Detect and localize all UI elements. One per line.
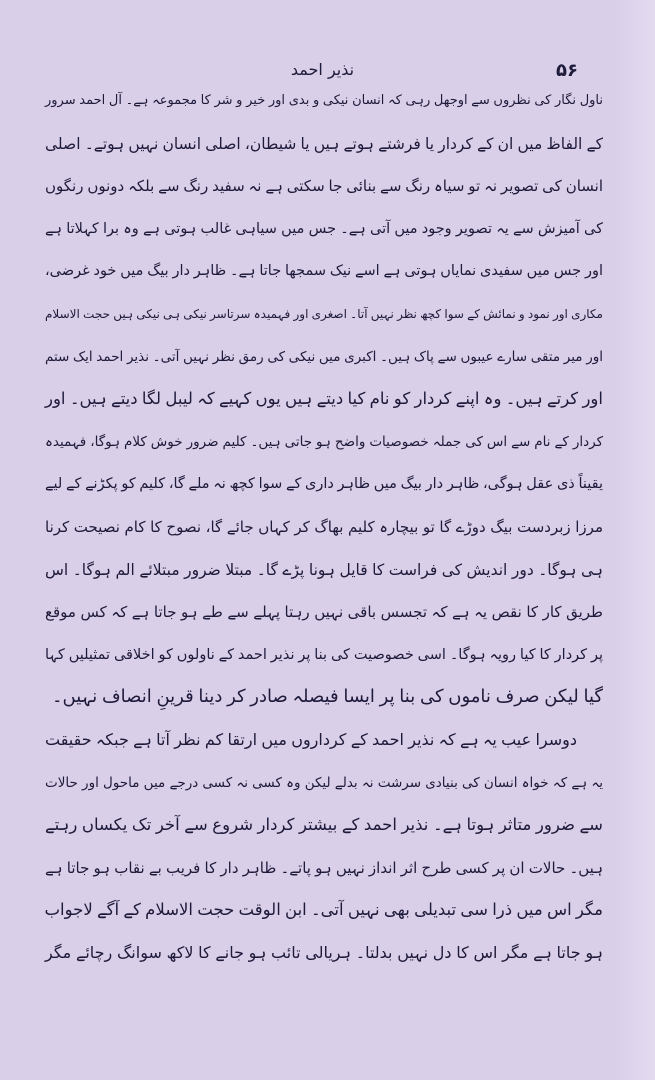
text-line: اور کرتے ہیں۔ وہ اپنے کردار کو نام کیا دیتے ہیں یوں کہیے کہ لیبل لگا دیتے ہیں۔ اور [45, 389, 603, 409]
text-line: طریق کار کا نقص یہ ہے کہ تجسس باقی نہیں رہتا پہلے سے طے ہو جاتا ہے کہ کس موقع [45, 603, 603, 622]
text-line: مرزا زبردست بیگ دوڑے گا تو بیچارہ کلیم بھاگ کر کہاں جائے گا، نصوح کا کام نصیحت کرنا [45, 517, 603, 536]
paragraph-2 [45, 719, 603, 975]
text-line: کے الفاظ میں ان کے کردار یا فرشتے ہوتے ہیں یا شیطان، اصلی انسان نہیں ہوتے۔ اصلی [45, 134, 603, 153]
text-line: کی آمیزش سے یہ تصویر وجود میں آتی ہے۔ جس میں سیاہی غالب ہوتی ہے وہ برا کہلاتا ہے [45, 220, 603, 237]
text-line: مگر اس میں ذرا سی تبدیلی بھی نہیں آتی۔ ابن الوقت حجت الاسلام کے آگے لاجواب [44, 900, 603, 920]
text-line: اور میر متقی سارے عیبوں سے پاک ہیں۔ اکبری میں نیکی کی رمق نظر نہیں آتی۔ نذیر احمد ایک ستم [45, 348, 603, 365]
paragraph-1 [45, 80, 603, 719]
text-line: ہی ہوگا۔ دور اندیش کی فراست کا قایل ہونا پڑے گا۔ مبتلا ضرور مبتلائے الم ہوگا۔ اس [45, 560, 603, 579]
text-line: دوسرا عیب یہ ہے کہ نذیر احمد کے کرداروں میں ارتقا کم نظر آتا ہے جبکہ حقیقت [45, 729, 577, 749]
text-line: ہیں۔ حالات ان پر کسی طرح اثر انداز نہیں ہو پاتے۔ ظاہر دار کا فریب بے نقاب ہو جاتا ہے [45, 858, 603, 877]
text-line: سے ضرور متاثر ہوتا ہے۔ نذیر احمد کے بیشتر کردار شروع سے آخر تک یکساں رہتے [45, 815, 603, 835]
text-line: یہ ہے کہ خواہ انسان کی بنیادی سرشت نہ بدلے لیکن وہ کسی نہ کسی درجے میں ماحول اور حالات [45, 774, 603, 791]
text-line: گیا لیکن صرف ناموں کی بنا پر ایسا فیصلہ صادر کر دینا قرینِ انصاف نہیں۔ [52, 686, 603, 708]
text-line: ناول نگار کی نظروں سے اوجھل رہی کہ انسان نیکی و بدی اور خیر و شر کا مجموعہ ہے۔ آل احمد سرور [45, 93, 603, 108]
text-line: ہو جاتا ہے مگر اس کا دل نہیں بدلتا۔ ہریالی تائب ہو جانے کا لاکھ سوانگ رچائے مگر [45, 942, 603, 962]
page-number: ۵۶ [556, 60, 578, 81]
text-line: یقیناً ذی عقل ہوگی، ظاہر دار بیگ میں ظاہر داری کے سوا کچھ نہ ملے گا، کلیم کو پکڑنے کے لیے [45, 476, 603, 493]
running-title: نذیر احمد [290, 60, 355, 79]
text-line: مکاری اور نمود و نمائش کے سوا کچھ نظر نہیں آتا۔ اصغری اور فہمیدہ سرتاسر نیکی ہی نیکی ہیں حجت الاسلام [45, 306, 603, 321]
text-line: اور جس میں سفیدی نمایاں ہوتی ہے اسے نیک سمجھا جاتا ہے۔ ظاہر دار بیگ میں خود غرضی، [45, 263, 603, 280]
text-line: پر کردار کا کیا رویہ ہوگا۔ اسی خصوصیت کی بنا پر نذیر احمد کے ناولوں کو اخلاقی تمثیلیں کہا [45, 646, 603, 663]
body-text [45, 80, 603, 974]
text-line: کردار کے نام سے اس کی جملہ خصوصیات واضح ہو جاتی ہیں۔ کلیم ضرور خوش کلام ہوگا، فہمیدہ [45, 433, 603, 450]
text-line: انسان کی تصویر نہ تو سیاہ رنگ سے بنائی جا سکتی ہے نہ سفید رنگ سے بلکہ دونوں رنگوں [45, 177, 603, 196]
page-edge [615, 0, 655, 1080]
